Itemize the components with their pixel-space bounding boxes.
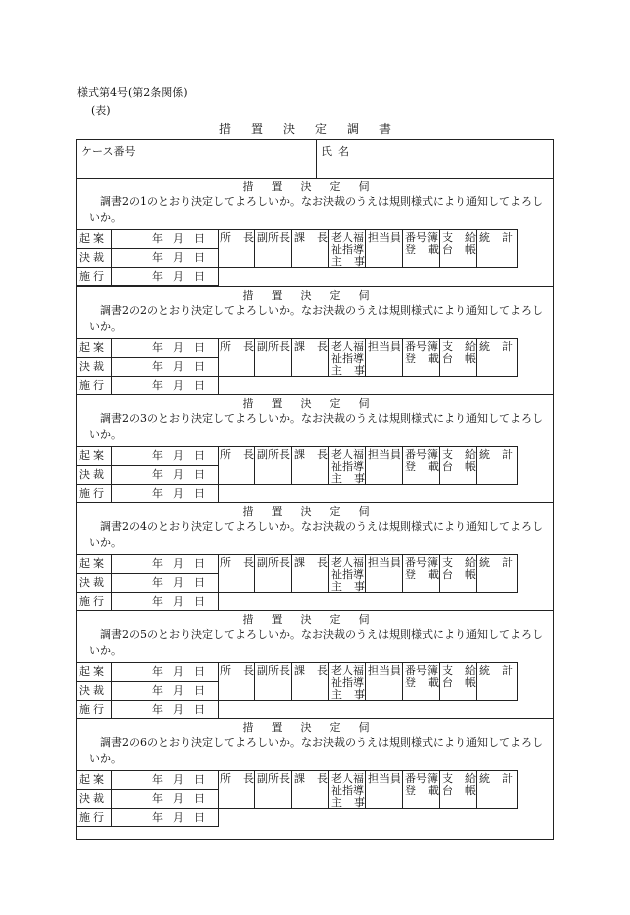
approver-stamp-cell[interactable] xyxy=(477,555,525,593)
approver-stamp-cell[interactable] xyxy=(329,771,377,809)
approver-label: 老人福 xyxy=(331,448,364,461)
date-field[interactable]: 年月日 xyxy=(112,555,219,574)
row-label: 施行 xyxy=(76,701,112,719)
approver-label: 統計 xyxy=(479,772,525,785)
approver-label: 担当員 xyxy=(368,231,401,244)
approver-label: 老人福 xyxy=(331,664,364,677)
form-number: 様式第4号(第2条関係) xyxy=(77,86,188,99)
name-field[interactable]: 氏名 xyxy=(321,145,355,158)
approver-label: 祉指導 xyxy=(331,352,364,365)
approver-stamp-cell[interactable] xyxy=(403,555,451,593)
decision-block-title: 措置決定伺 xyxy=(242,180,388,193)
date-field[interactable]: 年月日 xyxy=(112,809,219,827)
approver-stamp-cell[interactable] xyxy=(477,230,525,268)
approver-stamp-cell[interactable] xyxy=(255,447,292,485)
approver-label: 登載 xyxy=(405,568,451,581)
approver-label: 主事 xyxy=(331,796,377,809)
approver-stamp-cell[interactable] xyxy=(329,339,377,377)
approver-stamp-cell[interactable] xyxy=(477,771,525,809)
approver-label: 支給 xyxy=(442,231,488,244)
row-label: 決裁 xyxy=(76,682,112,701)
approver-label: 祉指導 xyxy=(331,243,364,256)
approver-stamp-cell[interactable] xyxy=(218,230,266,268)
approver-stamp-cell[interactable] xyxy=(403,339,451,377)
approver-stamp-cell[interactable] xyxy=(218,771,266,809)
decision-block-text: 調書2の2のとおり決定してよろしいか。なお決裁のうえは規則様式により通知してよろしいか。 xyxy=(89,304,543,333)
row-label: 施行 xyxy=(76,268,112,286)
row-label: 決裁 xyxy=(76,249,112,268)
approver-stamp-cell[interactable] xyxy=(366,447,403,485)
form-side-label: (表) xyxy=(91,104,111,117)
approver-stamp-cell[interactable] xyxy=(403,771,451,809)
approver-label: 統計 xyxy=(479,556,525,569)
approver-label: 祉指導 xyxy=(331,676,364,689)
approver-label: 主事 xyxy=(331,255,377,268)
decision-block-title: 措置決定伺 xyxy=(242,289,388,302)
decision-block xyxy=(77,178,553,286)
row-label: 起案 xyxy=(76,663,112,682)
approver-stamp-cell[interactable] xyxy=(218,555,266,593)
approver-label: 所長 xyxy=(220,556,266,569)
approver-label: 副所長 xyxy=(257,772,290,785)
approver-label: 祉指導 xyxy=(331,460,364,473)
decision-block-title: 措置決定伺 xyxy=(242,505,388,518)
approver-label: 副所長 xyxy=(257,340,290,353)
approver-stamp-cell[interactable] xyxy=(440,771,488,809)
decision-block xyxy=(77,610,553,718)
row-label: 起案 xyxy=(76,447,112,466)
approver-label: 番号簿 xyxy=(405,448,438,461)
date-field[interactable]: 年月日 xyxy=(112,771,219,790)
approver-stamp-cell[interactable] xyxy=(255,230,292,268)
row-label: 決裁 xyxy=(76,574,112,593)
approver-label: 統計 xyxy=(479,340,525,353)
approver-label: 登載 xyxy=(405,243,451,256)
row-label: 起案 xyxy=(76,230,112,249)
approver-label: 老人福 xyxy=(331,772,364,785)
approval-table xyxy=(76,338,525,395)
date-field[interactable]: 年月日 xyxy=(112,790,219,809)
approver-label: 支給 xyxy=(442,448,488,461)
approval-table xyxy=(76,554,525,611)
decision-block-title: 措置決定伺 xyxy=(242,397,388,410)
approver-label: 番号簿 xyxy=(405,231,438,244)
approver-stamp-cell[interactable] xyxy=(292,663,340,701)
date-field[interactable]: 年月日 xyxy=(112,574,219,593)
approver-label: 副所長 xyxy=(257,664,290,677)
approver-label: 老人福 xyxy=(331,231,364,244)
date-field[interactable]: 年月日 xyxy=(112,466,219,485)
approver-stamp-cell[interactable] xyxy=(292,230,340,268)
date-field[interactable]: 年月日 xyxy=(112,663,219,682)
approver-stamp-cell[interactable] xyxy=(477,339,525,377)
approver-label: 課長 xyxy=(294,556,340,569)
approver-label: 番号簿 xyxy=(405,340,438,353)
date-field[interactable]: 年月日 xyxy=(112,701,219,719)
approver-label: 担当員 xyxy=(368,772,401,785)
approver-label: 所長 xyxy=(220,448,266,461)
approver-label: 台帳 xyxy=(442,676,488,689)
date-field[interactable]: 年月日 xyxy=(112,339,219,358)
decision-block-title: 措置決定伺 xyxy=(242,613,388,626)
approver-label: 統計 xyxy=(479,664,525,677)
approver-label: 支給 xyxy=(442,772,488,785)
approver-label: 番号簿 xyxy=(405,556,438,569)
date-field[interactable]: 年月日 xyxy=(112,358,219,377)
approver-stamp-cell[interactable] xyxy=(255,663,292,701)
approver-label: 台帳 xyxy=(442,568,488,581)
approver-stamp-cell[interactable] xyxy=(366,230,403,268)
approver-label: 担当員 xyxy=(368,664,401,677)
approver-label: 課長 xyxy=(294,664,340,677)
approver-stamp-cell[interactable] xyxy=(292,771,340,809)
approver-label: 担当員 xyxy=(368,448,401,461)
document-title: 措置決定調書 xyxy=(218,122,411,136)
row-label: 施行 xyxy=(76,593,112,611)
decision-block xyxy=(77,394,553,502)
approver-label: 登載 xyxy=(405,352,451,365)
decision-block-text: 調書2の1のとおり決定してよろしいか。なお決裁のうえは規則様式により通知してよろしいか。 xyxy=(89,195,543,224)
approver-label: 主事 xyxy=(331,364,377,377)
approver-stamp-cell[interactable] xyxy=(477,663,525,701)
row-label: 決裁 xyxy=(76,790,112,809)
approver-label: 支給 xyxy=(442,340,488,353)
approver-label: 主事 xyxy=(331,472,377,485)
approver-label: 担当員 xyxy=(368,556,401,569)
approver-label: 主事 xyxy=(331,688,377,701)
date-field[interactable]: 年月日 xyxy=(112,230,219,249)
approver-label: 所長 xyxy=(220,340,266,353)
approver-stamp-cell[interactable] xyxy=(329,555,377,593)
approver-label: 主事 xyxy=(331,580,377,593)
approver-label: 番号簿 xyxy=(405,772,438,785)
approver-stamp-cell[interactable] xyxy=(329,447,377,485)
decision-block-title: 措置決定伺 xyxy=(242,721,388,734)
approver-stamp-cell[interactable] xyxy=(329,230,377,268)
approval-table xyxy=(76,662,525,719)
date-field[interactable]: 年月日 xyxy=(112,249,219,268)
document-header xyxy=(77,84,188,120)
approver-stamp-cell[interactable] xyxy=(366,663,403,701)
approver-label: 副所長 xyxy=(257,556,290,569)
approval-table xyxy=(76,770,525,827)
approver-label: 所長 xyxy=(220,664,266,677)
date-field[interactable]: 年月日 xyxy=(112,485,219,503)
approver-stamp-cell[interactable] xyxy=(440,447,488,485)
row-label: 起案 xyxy=(76,555,112,574)
approver-stamp-cell[interactable] xyxy=(366,555,403,593)
case-info-row xyxy=(77,140,553,179)
approver-stamp-cell[interactable] xyxy=(440,555,488,593)
date-field[interactable]: 年月日 xyxy=(112,447,219,466)
decision-block-text: 調書2の4のとおり決定してよろしいか。なお決裁のうえは規則様式により通知してよろしいか。 xyxy=(89,520,543,549)
approver-label: 登載 xyxy=(405,460,451,473)
date-field[interactable]: 年月日 xyxy=(112,682,219,701)
approver-label: 所長 xyxy=(220,772,266,785)
approver-stamp-cell[interactable] xyxy=(440,230,488,268)
approver-stamp-cell[interactable] xyxy=(329,663,377,701)
approver-stamp-cell[interactable] xyxy=(366,339,403,377)
approver-label: 課長 xyxy=(294,772,340,785)
decision-block xyxy=(77,286,553,394)
approver-label: 課長 xyxy=(294,231,340,244)
approver-label: 所長 xyxy=(220,231,266,244)
approver-stamp-cell[interactable] xyxy=(218,339,266,377)
approver-label: 台帳 xyxy=(442,784,488,797)
row-label: 起案 xyxy=(76,339,112,358)
approver-stamp-cell[interactable] xyxy=(292,555,340,593)
date-field[interactable]: 年月日 xyxy=(112,593,219,611)
approver-label: 番号簿 xyxy=(405,664,438,677)
approver-label: 支給 xyxy=(442,556,488,569)
row-label: 施行 xyxy=(76,377,112,395)
approver-label: 老人福 xyxy=(331,556,364,569)
approver-label: 老人福 xyxy=(331,340,364,353)
decision-block xyxy=(77,502,553,610)
approver-stamp-cell[interactable] xyxy=(440,339,488,377)
approver-stamp-cell[interactable] xyxy=(255,339,292,377)
approver-stamp-cell[interactable] xyxy=(403,230,451,268)
approver-label: 台帳 xyxy=(442,460,488,473)
approval-table xyxy=(76,446,525,503)
approver-stamp-cell[interactable] xyxy=(218,447,266,485)
approver-stamp-cell[interactable] xyxy=(218,663,266,701)
approver-label: 課長 xyxy=(294,340,340,353)
row-label: 起案 xyxy=(76,771,112,790)
approver-label: 祉指導 xyxy=(331,784,364,797)
approver-stamp-cell[interactable] xyxy=(403,663,451,701)
decision-block xyxy=(77,718,553,826)
decision-block-text: 調書2の6のとおり決定してよろしいか。なお決裁のうえは規則様式により通知してよろしいか。 xyxy=(89,736,543,765)
approver-label: 統計 xyxy=(479,231,525,244)
approver-label: 統計 xyxy=(479,448,525,461)
approver-stamp-cell[interactable] xyxy=(366,771,403,809)
approver-label: 台帳 xyxy=(442,243,488,256)
approver-stamp-cell[interactable] xyxy=(477,447,525,485)
approver-stamp-cell[interactable] xyxy=(440,663,488,701)
date-field[interactable]: 年月日 xyxy=(112,377,219,395)
approver-label: 副所長 xyxy=(257,231,290,244)
approver-stamp-cell[interactable] xyxy=(255,771,292,809)
approver-stamp-cell[interactable] xyxy=(403,447,451,485)
approver-label: 課長 xyxy=(294,448,340,461)
approver-label: 担当員 xyxy=(368,340,401,353)
row-label: 施行 xyxy=(76,485,112,503)
approver-label: 台帳 xyxy=(442,352,488,365)
decision-blocks xyxy=(77,178,553,826)
approver-label: 支給 xyxy=(442,664,488,677)
approver-stamp-cell[interactable] xyxy=(255,555,292,593)
date-field[interactable]: 年月日 xyxy=(112,268,219,286)
approver-label: 登載 xyxy=(405,676,451,689)
approver-stamp-cell[interactable] xyxy=(292,339,340,377)
approver-label: 副所長 xyxy=(257,448,290,461)
decision-form xyxy=(76,139,554,840)
approval-table xyxy=(76,229,525,286)
decision-block-text: 調書2の3のとおり決定してよろしいか。なお決裁のうえは規則様式により通知してよろしいか。 xyxy=(89,412,543,441)
approver-stamp-cell[interactable] xyxy=(292,447,340,485)
row-label: 決裁 xyxy=(76,358,112,377)
approver-label: 祉指導 xyxy=(331,568,364,581)
row-label: 施行 xyxy=(76,809,112,827)
row-label: 決裁 xyxy=(76,466,112,485)
decision-block-text: 調書2の5のとおり決定してよろしいか。なお決裁のうえは規則様式により通知してよろしいか。 xyxy=(89,628,543,657)
approver-label: 登載 xyxy=(405,784,451,797)
case-number-field[interactable]: ケース番号 xyxy=(77,140,317,178)
